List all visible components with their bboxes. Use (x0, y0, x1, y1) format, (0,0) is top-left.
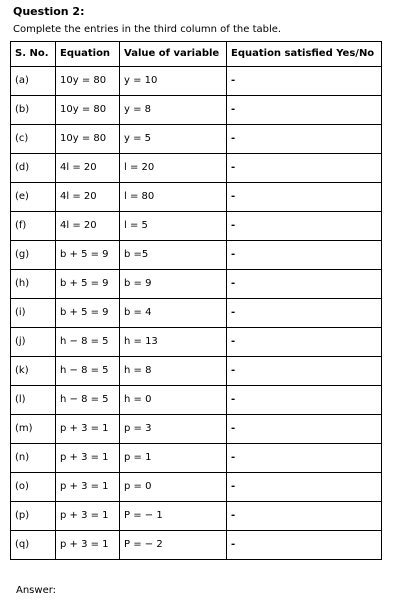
header-equation-satisfied: Equation satisfied Yes/No (227, 42, 382, 67)
cell-equation-satisfied: - (227, 67, 382, 96)
cell-equation: h − 8 = 5 (56, 386, 120, 415)
cell-equation: 10y = 80 (56, 125, 120, 154)
cell-value-of-variable: h = 0 (120, 386, 227, 415)
table-row (11, 473, 382, 502)
table-row (11, 299, 382, 328)
cell-sno: (o) (11, 473, 56, 502)
question-title: Question 2: (13, 5, 85, 18)
table-row (11, 531, 382, 560)
cell-equation: p + 3 = 1 (56, 415, 120, 444)
cell-value-of-variable: P = − 1 (120, 502, 227, 531)
cell-value-of-variable: b = 4 (120, 299, 227, 328)
cell-value-of-variable: l = 20 (120, 154, 227, 183)
table-row (11, 154, 382, 183)
cell-equation-satisfied: - (227, 444, 382, 473)
table-row (11, 357, 382, 386)
cell-equation: p + 3 = 1 (56, 531, 120, 560)
table-row (11, 125, 382, 154)
answer-label: Answer: (16, 585, 57, 596)
table-row (11, 415, 382, 444)
cell-equation-satisfied: - (227, 328, 382, 357)
cell-equation: h − 8 = 5 (56, 328, 120, 357)
cell-equation: 10y = 80 (56, 96, 120, 125)
cell-equation-satisfied: - (227, 154, 382, 183)
cell-sno: (j) (11, 328, 56, 357)
table-row (11, 241, 382, 270)
header-value-of-variable: Value of variable (120, 42, 227, 67)
cell-value-of-variable: l = 80 (120, 183, 227, 212)
cell-equation-satisfied: - (227, 96, 382, 125)
table-row (11, 444, 382, 473)
cell-value-of-variable: h = 8 (120, 357, 227, 386)
table-row (11, 183, 382, 212)
cell-value-of-variable: b = 9 (120, 270, 227, 299)
cell-sno: (q) (11, 531, 56, 560)
cell-equation: b + 5 = 9 (56, 299, 120, 328)
cell-equation-satisfied: - (227, 415, 382, 444)
cell-sno: (b) (11, 96, 56, 125)
cell-equation-satisfied: - (227, 183, 382, 212)
cell-equation: 4l = 20 (56, 154, 120, 183)
cell-sno: (h) (11, 270, 56, 299)
table-row (11, 212, 382, 241)
cell-sno: (g) (11, 241, 56, 270)
equation-table (10, 41, 382, 560)
cell-sno: (e) (11, 183, 56, 212)
cell-value-of-variable: p = 1 (120, 444, 227, 473)
table-row (11, 96, 382, 125)
table-row (11, 67, 382, 96)
cell-sno: (m) (11, 415, 56, 444)
cell-equation: p + 3 = 1 (56, 444, 120, 473)
cell-equation: 10y = 80 (56, 67, 120, 96)
cell-equation-satisfied: - (227, 357, 382, 386)
table-header-row (11, 42, 382, 67)
cell-equation: p + 3 = 1 (56, 502, 120, 531)
cell-equation-satisfied: - (227, 125, 382, 154)
cell-value-of-variable: b =5 (120, 241, 227, 270)
cell-equation: 4l = 20 (56, 212, 120, 241)
cell-sno: (i) (11, 299, 56, 328)
cell-value-of-variable: y = 8 (120, 96, 227, 125)
cell-value-of-variable: p = 3 (120, 415, 227, 444)
cell-equation: b + 5 = 9 (56, 241, 120, 270)
cell-equation: h − 8 = 5 (56, 357, 120, 386)
question-instruction: Complete the entries in the third column of the table. (13, 24, 282, 35)
cell-equation: p + 3 = 1 (56, 473, 120, 502)
cell-sno: (p) (11, 502, 56, 531)
cell-value-of-variable: y = 10 (120, 67, 227, 96)
cell-value-of-variable: p = 0 (120, 473, 227, 502)
cell-sno: (f) (11, 212, 56, 241)
cell-equation-satisfied: - (227, 502, 382, 531)
cell-sno: (c) (11, 125, 56, 154)
cell-equation: b + 5 = 9 (56, 270, 120, 299)
table-row (11, 502, 382, 531)
cell-sno: (n) (11, 444, 56, 473)
cell-value-of-variable: l = 5 (120, 212, 227, 241)
table-row (11, 270, 382, 299)
header-sno: S. No. (11, 42, 56, 67)
cell-equation: 4l = 20 (56, 183, 120, 212)
table-row (11, 328, 382, 357)
cell-equation-satisfied: - (227, 531, 382, 560)
cell-sno: (k) (11, 357, 56, 386)
cell-equation-satisfied: - (227, 473, 382, 502)
cell-value-of-variable: y = 5 (120, 125, 227, 154)
cell-equation-satisfied: - (227, 241, 382, 270)
cell-equation-satisfied: - (227, 270, 382, 299)
cell-sno: (a) (11, 67, 56, 96)
table-row (11, 386, 382, 415)
cell-sno: (d) (11, 154, 56, 183)
cell-equation-satisfied: - (227, 299, 382, 328)
table-body (11, 67, 382, 560)
cell-equation-satisfied: - (227, 386, 382, 415)
cell-sno: (l) (11, 386, 56, 415)
cell-value-of-variable: h = 13 (120, 328, 227, 357)
cell-value-of-variable: P = − 2 (120, 531, 227, 560)
cell-equation-satisfied: - (227, 212, 382, 241)
header-equation: Equation (56, 42, 120, 67)
